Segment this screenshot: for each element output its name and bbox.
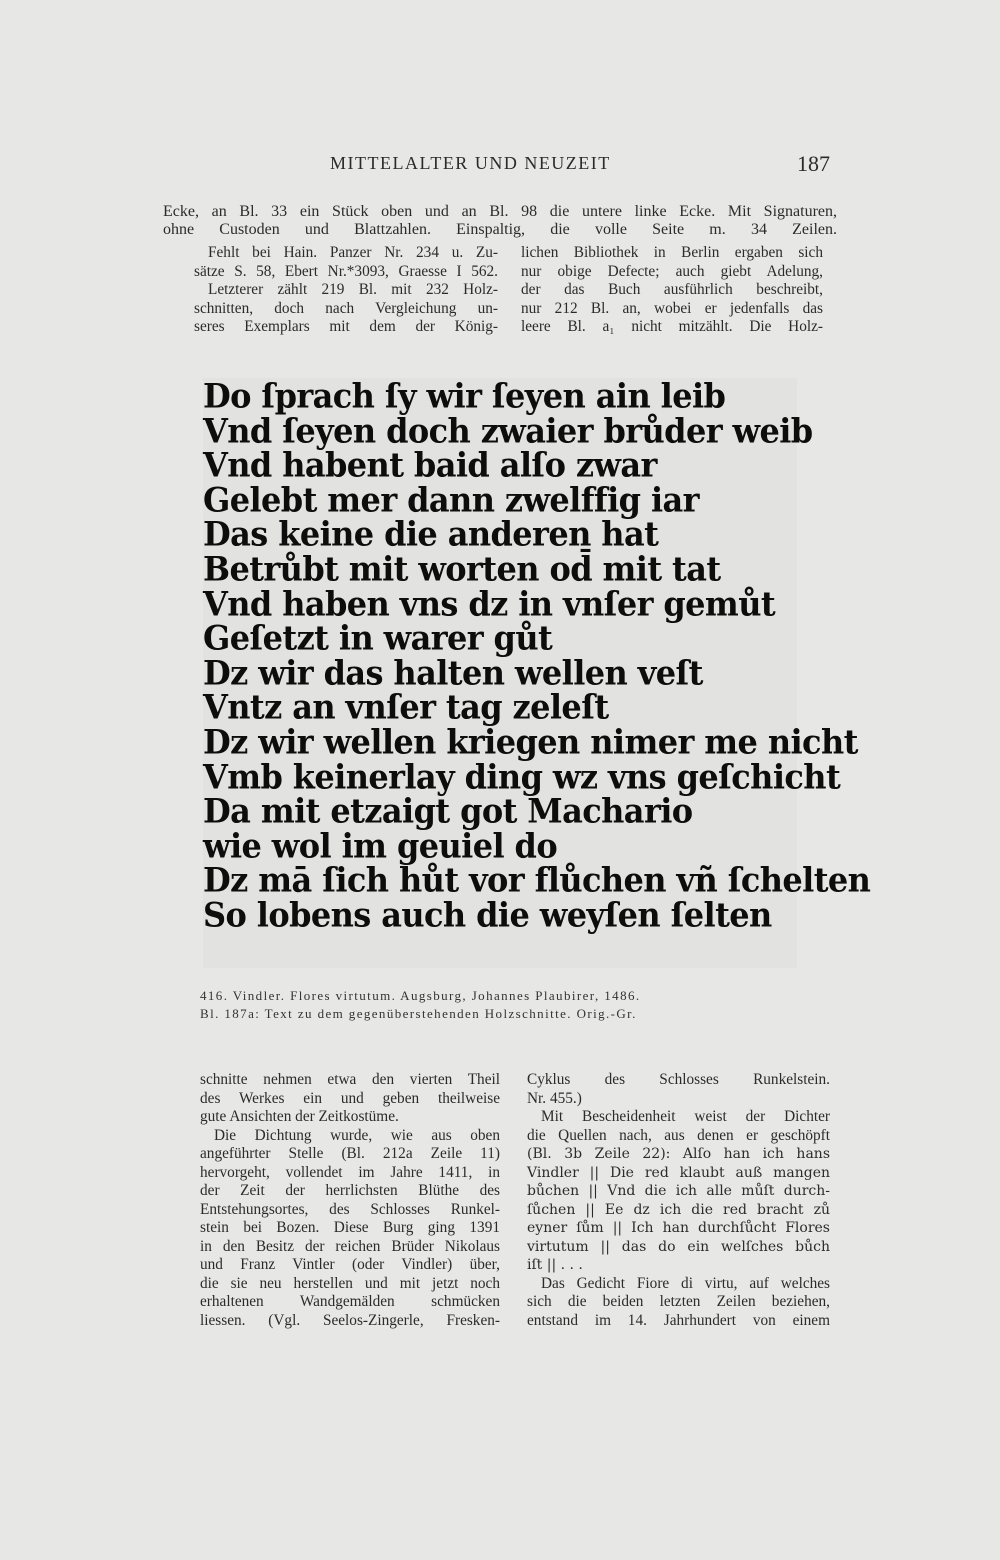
blackletter-line: So lobens auch die weyſen ſelten bbox=[203, 894, 772, 935]
text-line: seres Exemplars mit dem der König- bbox=[194, 318, 498, 335]
text-line: leere Bl. a₁ nicht mitzählt. Die Holz- bbox=[521, 318, 823, 335]
text-line: (Bl. 3b Zeile 22): Alſo han ich hans bbox=[527, 1146, 830, 1162]
blackletter-line: Betrůbt mit worten od̄ mit tat bbox=[203, 548, 721, 589]
blackletter-line: Das keine die anderen hat bbox=[203, 514, 659, 555]
text-line: virtutum || das do ein welſches bůch bbox=[527, 1238, 830, 1255]
text-line: in den Besitz der reichen Brüder Nikolaus bbox=[200, 1237, 500, 1255]
page-number: 187 bbox=[797, 151, 830, 176]
text-line: der das Buch ausführlich beschreibt, bbox=[521, 281, 823, 298]
text-line: Die Dichtung wurde, wie aus oben bbox=[214, 1126, 500, 1144]
top-full-paragraph bbox=[163, 203, 837, 239]
text-line: hervorgeht, vollendet im Jahre 1411, in bbox=[200, 1163, 500, 1181]
text-line: Das Gedicht Fiore di virtu, auf welches bbox=[541, 1274, 830, 1292]
running-title: MITTELALTER UND NEUZEIT bbox=[330, 153, 611, 173]
blackletter-line: Dz mā ſich hůt vor flůchen vñ ſchelten bbox=[203, 860, 871, 901]
blackletter-line: wie wol im geuiel do bbox=[203, 825, 558, 866]
text-line: Vindler || Die red klaubt auß mangen bbox=[527, 1164, 830, 1181]
caption-line-2: Bl. 187a: Text zu dem gegenüberstehenden Holzschnitte. Orig.-Gr. bbox=[200, 1006, 637, 1021]
text-line: Cyklus des Schlosses Runkelstein. bbox=[527, 1071, 830, 1088]
text-line: nur obige Defecte; auch giebt Adelung, bbox=[521, 262, 823, 280]
text-line: liessen. (Vgl. Seelos-Zingerle, Fresken- bbox=[200, 1311, 500, 1329]
text-line: und Franz Vintler (oder Vindler) über, bbox=[200, 1256, 500, 1273]
blackletter-line: Dz wir wellen kriegen nimer me nicht bbox=[203, 721, 858, 762]
text-line: die Quellen nach, aus denen er geschöpft bbox=[527, 1126, 830, 1144]
text-line: Mit Bescheidenheit weist der Dichter bbox=[541, 1108, 830, 1125]
text-line: schnitte nehmen etwa den vierten Theil bbox=[200, 1071, 500, 1088]
figure-caption bbox=[200, 987, 800, 1023]
text-line: entstand im 14. Jahrhundert von einem bbox=[527, 1311, 830, 1329]
blackletter-line: Dz wir das halten wellen veſt bbox=[203, 652, 703, 693]
text-line: sich die beiden letzten Zeilen beziehen, bbox=[527, 1293, 830, 1310]
blackletter-line: Do ſprach ſy wir ſeyen ain leib bbox=[203, 375, 726, 416]
blackletter-print-facsimile bbox=[203, 375, 871, 968]
text-line: nur 212 Bl. an, wobei er jedenfalls das bbox=[521, 299, 823, 317]
running-head bbox=[330, 153, 830, 179]
text-line: Ecke, an Bl. 33 ein Stück oben und an Bl. 98 die untere linke Ecke. Mit Signaturen, bbox=[163, 203, 837, 220]
text-line: stein bei Bozen. Diese Burg ging 1391 bbox=[200, 1219, 500, 1236]
top-right-column bbox=[521, 244, 823, 337]
text-line: Letzterer zählt 219 Bl. mit 232 Holz- bbox=[208, 281, 498, 298]
blackletter-line: Vnd ſeyen doch zwaier brůder weib bbox=[203, 410, 813, 451]
bottom-right-column bbox=[527, 1071, 830, 1330]
text-line: der Zeit der herrlichsten Blüthe des bbox=[200, 1182, 500, 1199]
text-line: ſůchen || Ee dz ich die red bracht zů bbox=[527, 1201, 830, 1218]
blackletter-line: Gelebt mer dann zwelffig iar bbox=[203, 479, 699, 520]
text-line: schnitten, doch nach Vergleichung un- bbox=[194, 299, 498, 317]
text-line: gute Ansichten der Zeitkostüme. bbox=[200, 1108, 399, 1125]
blackletter-line: Da mit etzaigt got Machario bbox=[203, 791, 693, 831]
text-line: Nr. 455.) bbox=[527, 1089, 582, 1107]
blackletter-line: Geſetzt in warer gůt bbox=[203, 618, 553, 658]
blackletter-line: Vnd haben vns dz in vnſer gemůt bbox=[203, 583, 776, 624]
caption-line-1: 416. Vindler. Flores virtutum. Augsburg, Johannes Plaubirer, 1486. bbox=[200, 988, 641, 1003]
blackletter-line: Vmb keinerlay ding wz vns geſchicht bbox=[203, 756, 841, 797]
blackletter-text bbox=[203, 375, 871, 935]
text-line: des Werkes ein und geben theilweise bbox=[200, 1089, 500, 1107]
bottom-left-column bbox=[200, 1071, 500, 1330]
text-line: eyner ſům || Ich han durchſůcht Flores bbox=[527, 1220, 830, 1236]
blackletter-line: Vnd habent baid alſo zwar bbox=[203, 445, 657, 485]
text-line: Entstehungsortes, des Schlosses Runkel- bbox=[200, 1200, 500, 1218]
text-line: angeführter Stelle (Bl. 212a Zeile 11) bbox=[200, 1145, 500, 1162]
text-line: ohne Custoden und Blattzahlen. Einspaltig, die volle Seite m. 34 Zeilen. bbox=[163, 221, 837, 238]
text-line: bůchen || Vnd die ich alle můſt durch- bbox=[527, 1183, 830, 1199]
text-line: die sie neu herstellen und mit jetzt noch bbox=[200, 1274, 500, 1292]
text-line: sätze S. 58, Ebert Nr.*3093, Graesse I 562. bbox=[194, 262, 498, 280]
blackletter-line: Vntz an vnſer tag zeleſt bbox=[203, 687, 609, 728]
text-line: erhaltenen Wandgemälden schmücken bbox=[200, 1293, 500, 1310]
text-line: Fehlt bei Hain. Panzer Nr. 234 u. Zu- bbox=[208, 244, 498, 261]
text-line: iſt || . . . bbox=[527, 1257, 583, 1273]
text-line: lichen Bibliothek in Berlin ergaben sich bbox=[521, 244, 823, 261]
top-left-column bbox=[194, 244, 498, 337]
